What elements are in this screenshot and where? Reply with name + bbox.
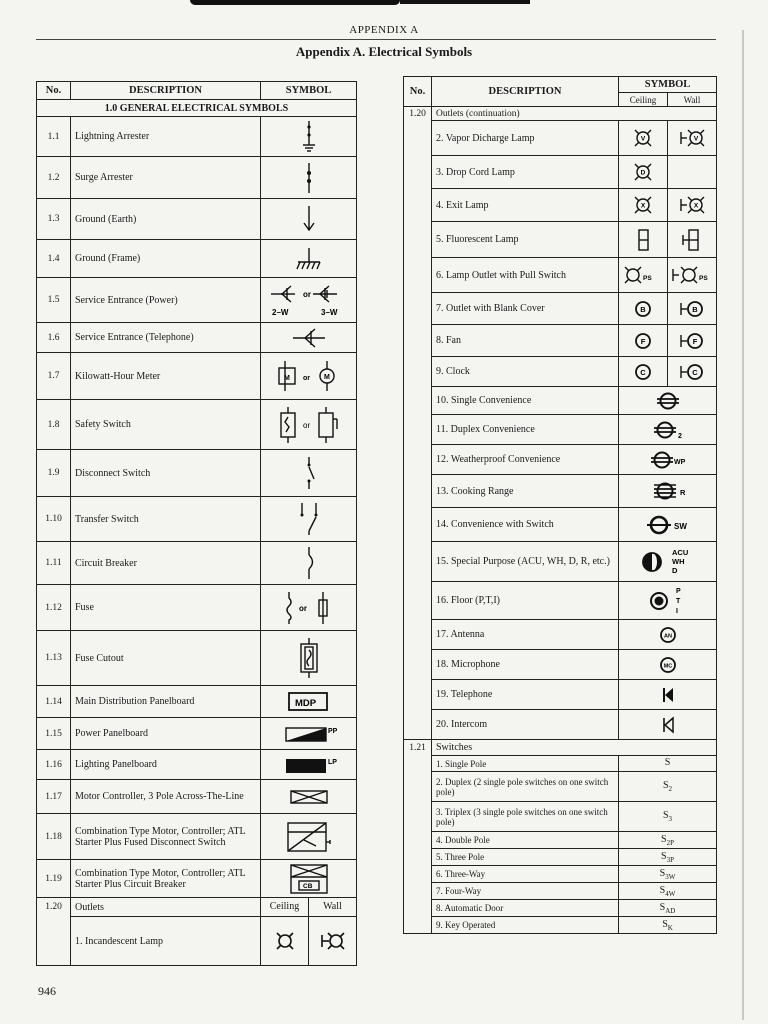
special-purpose-icon (619, 542, 717, 582)
table-row (404, 772, 717, 802)
right-table-body (404, 121, 717, 934)
lamp-pull-switch-ceiling-icon (619, 258, 668, 293)
svg-text:F: F (640, 336, 646, 346)
row-no-empty (404, 620, 432, 650)
switch-subscript: K (667, 923, 673, 932)
incandescent-wall-icon (309, 917, 356, 965)
row-no: 1.10 (37, 497, 71, 542)
row-no-empty (404, 189, 432, 222)
svg-text:D: D (671, 565, 677, 575)
row-no-empty (404, 582, 432, 620)
symbols-table-left (36, 81, 357, 966)
row-description: 5. Fluorescent Lamp (432, 222, 619, 258)
svg-text:AN: AN (663, 633, 672, 639)
svg-text:C: C (692, 367, 698, 377)
running-header: APPENDIX A (349, 24, 419, 36)
row-description: 15. Special Purpose (ACU, WH, D, R, etc.) (432, 542, 619, 582)
switch-letter: S (664, 757, 671, 768)
left-table-body (37, 117, 357, 898)
safety-switch-icon (261, 400, 357, 450)
row-description: Surge Arrester (71, 157, 261, 199)
switch-symbol (619, 756, 717, 772)
svg-text:B: B (692, 304, 698, 314)
row-no: 1.3 (37, 199, 71, 240)
row-description: Fuse (71, 585, 261, 631)
col-symbol-header: SYMBOL (261, 82, 357, 100)
symbols-table-right (403, 76, 717, 934)
table-row (404, 542, 717, 582)
row-description: 6. Lamp Outlet with Pull Switch (432, 258, 619, 293)
row-no: 1.20 (37, 898, 71, 917)
row-no: 1.5 (37, 278, 71, 323)
row-no: 1.12 (37, 585, 71, 631)
table-row (404, 680, 717, 710)
switch-subscript: 4W (665, 889, 676, 898)
cooking-range-icon (619, 475, 717, 508)
switch-letter: S (659, 884, 666, 896)
col-description-header: DESCRIPTION (432, 77, 619, 107)
row-description: 4. Double Pole (432, 832, 619, 849)
table-row (404, 883, 717, 900)
svg-text:SW: SW (673, 521, 687, 531)
vapor-discharge-lamp-wall-icon (668, 121, 717, 156)
lamp-symbols (261, 917, 357, 966)
svg-text:PP: PP (327, 727, 337, 735)
switch-subscript: 2P (666, 838, 674, 847)
row-description: Outlets (71, 898, 261, 917)
row-description: Lighting Panelboard (71, 750, 261, 780)
table-row (37, 718, 357, 750)
wall-label: Wall (323, 901, 342, 912)
table-row (404, 222, 717, 258)
row-description: Ground (Earth) (71, 199, 261, 240)
svg-text:or: or (298, 603, 307, 613)
row-description: Switches (432, 740, 717, 756)
row-no-empty (404, 680, 432, 710)
fluorescent-lamp-wall-icon (668, 222, 717, 258)
row-description: Ground (Frame) (71, 240, 261, 278)
table-row (37, 353, 357, 400)
blank-cover-outlet-ceiling-icon (619, 293, 668, 325)
svg-text:CB: CB (302, 882, 312, 890)
row-description: Motor Controller, 3 Pole Across-The-Line (71, 780, 261, 814)
wall-label: Wall (668, 93, 717, 107)
table-row (37, 750, 357, 780)
row-no-empty (404, 900, 432, 917)
switch-symbol (619, 866, 717, 883)
switch-symbol (619, 802, 717, 832)
table-row (404, 756, 717, 772)
fluorescent-lamp-ceiling-icon (619, 222, 668, 258)
section-heading: 1.0 GENERAL ELECTRICAL SYMBOLS (37, 100, 357, 117)
row-no-empty (404, 475, 432, 508)
switch-letter: S (659, 901, 666, 913)
transfer-switch-icon (261, 497, 357, 542)
row-no: 1.2 (37, 157, 71, 199)
single-convenience-icon (619, 387, 717, 415)
row-no: 1.11 (37, 542, 71, 585)
row-description: 19. Telephone (432, 680, 619, 710)
telephone-icon (619, 680, 717, 710)
row-no-empty (404, 542, 432, 582)
switch-symbol (619, 849, 717, 866)
page-edge (742, 30, 744, 1020)
drop-cord-lamp-ceiling-icon (619, 156, 668, 189)
ground-earth-icon (261, 199, 357, 240)
row-description: 5. Three Pole (432, 849, 619, 866)
table-row (404, 866, 717, 883)
svg-text:C: C (640, 367, 646, 377)
row-description: 9. Key Operated (432, 917, 619, 934)
row-description: Circuit Breaker (71, 542, 261, 585)
row-no: 1.4 (37, 240, 71, 278)
table-row (404, 900, 717, 917)
switch-subscript: 3P (666, 855, 674, 864)
lightning-arrester-icon (261, 117, 357, 157)
row-no: 1.15 (37, 718, 71, 750)
svg-text:R: R (679, 488, 685, 497)
combination-motor-fused-icon (261, 814, 357, 860)
row-no: 1.14 (37, 686, 71, 718)
switch-symbol (619, 772, 717, 802)
table-row (37, 860, 357, 898)
fan-outlet-ceiling-icon (619, 325, 668, 357)
table-row (404, 258, 717, 293)
row-no: 1.18 (37, 814, 71, 860)
switch-letter: S (661, 850, 667, 862)
page-number: 946 (38, 984, 56, 998)
row-no-empty (404, 508, 432, 542)
table-row (37, 542, 357, 585)
table-row (37, 450, 357, 497)
power-panelboard-icon (261, 718, 357, 750)
switch-letter: S (662, 918, 668, 930)
microphone-icon (619, 650, 717, 680)
row-description: 9. Clock (432, 357, 619, 387)
row-description: Outlets (continuation) (432, 107, 717, 121)
table-row (404, 650, 717, 680)
table-row (404, 357, 717, 387)
row-description: Kilowatt-Hour Meter (71, 353, 261, 400)
table-row (37, 240, 357, 278)
top-edge-shadow-2 (400, 0, 530, 4)
svg-text:WH: WH (671, 556, 684, 566)
table-row (404, 832, 717, 849)
row-no-empty (404, 883, 432, 900)
service-entrance-power-icon (261, 278, 357, 323)
ground-frame-icon (261, 240, 357, 278)
row-no-empty (404, 222, 432, 258)
row-no-empty (404, 866, 432, 883)
row-no-empty (404, 802, 432, 832)
fan-outlet-wall-icon (668, 325, 717, 357)
row-description: 16. Floor (P,T,I) (432, 582, 619, 620)
svg-text:F: F (692, 336, 698, 346)
row-no-empty (404, 772, 432, 802)
blank-cover-outlet-wall-icon (668, 293, 717, 325)
clock-outlet-ceiling-icon (619, 357, 668, 387)
table-row (404, 849, 717, 866)
svg-text:V: V (693, 135, 699, 143)
svg-text:2–W: 2–W (271, 308, 288, 317)
row-description: Safety Switch (71, 400, 261, 450)
table-row (37, 497, 357, 542)
row-no: 1.13 (37, 631, 71, 686)
row-description: 11. Duplex Convenience (432, 415, 619, 445)
row-description: Transfer Switch (71, 497, 261, 542)
row-description: Fuse Cutout (71, 631, 261, 686)
switch-symbol (619, 883, 717, 900)
row-description: 6. Three-Way (432, 866, 619, 883)
row-no-empty (404, 756, 432, 772)
table-row (37, 585, 357, 631)
table-row (37, 631, 357, 686)
vapor-discharge-lamp-ceiling-icon (619, 121, 668, 156)
table-row (37, 780, 357, 814)
header-rule (36, 39, 716, 40)
svg-text:or: or (302, 290, 311, 299)
row-description: 1. Single Pole (432, 756, 619, 772)
svg-text:V: V (640, 135, 646, 143)
exit-lamp-wall-icon (668, 189, 717, 222)
switch-subscript: 2 (668, 785, 673, 793)
svg-text:MC: MC (663, 663, 672, 669)
col-description-header: DESCRIPTION (71, 82, 261, 100)
disconnect-switch-icon (261, 450, 357, 497)
row-no-empty (404, 917, 432, 934)
row-no-empty (404, 415, 432, 445)
row-description: 4. Exit Lamp (432, 189, 619, 222)
table-row (37, 323, 357, 353)
svg-text:M: M (323, 374, 330, 381)
row-no: 1.20 (404, 107, 432, 121)
row-description: 13. Cooking Range (432, 475, 619, 508)
svg-text:or: or (302, 420, 310, 430)
top-edge-shadow (190, 0, 400, 5)
row-no-empty (404, 121, 432, 156)
page-title: Appendix A. Electrical Symbols (295, 44, 473, 59)
row-description: 2. Duplex (2 single pole switches on one switch pole) (432, 772, 619, 802)
incandescent-ceiling-icon (261, 917, 309, 965)
svg-text:PS: PS (643, 275, 652, 282)
clock-outlet-wall-icon (668, 357, 717, 387)
svg-text:T: T (675, 597, 680, 605)
row-no-empty (404, 445, 432, 475)
svg-text:3–W: 3–W (320, 308, 337, 317)
switch-subscript: 3 (668, 815, 673, 823)
table-row (404, 740, 717, 756)
table-row (404, 387, 717, 415)
svg-text:M: M (283, 375, 290, 382)
circuit-breaker-icon (261, 542, 357, 585)
table-row (404, 156, 717, 189)
switch-subscript: AD (665, 906, 676, 915)
table-row (404, 710, 717, 740)
table-row (404, 293, 717, 325)
row-no-empty (404, 325, 432, 357)
svg-text:X: X (640, 202, 646, 210)
row-description: 8. Automatic Door (432, 900, 619, 917)
row-no-empty (404, 387, 432, 415)
switch-letter: S (659, 867, 666, 879)
row-description: 3. Triplex (3 single pole switches on one switch pole) (432, 802, 619, 832)
row-description: 17. Antenna (432, 620, 619, 650)
row-description: Combination Type Motor, Controller; ATL Starter Plus Circuit Breaker (71, 860, 261, 898)
switch-letter: S (662, 780, 669, 791)
row-no-empty (404, 849, 432, 866)
svg-text:I: I (675, 607, 678, 615)
row-no-empty (404, 258, 432, 293)
col-no-header: No. (37, 82, 71, 100)
row-no: 1.9 (37, 450, 71, 497)
svg-text:LP: LP (327, 758, 337, 766)
switch-symbol (619, 917, 717, 934)
table-row (37, 686, 357, 718)
fuse-cutout-icon (261, 631, 357, 686)
col-no-header: No. (404, 77, 432, 107)
row-no: 1.17 (37, 780, 71, 814)
col-symbol-header: SYMBOL (619, 77, 717, 93)
lamp-pull-switch-wall-icon (668, 258, 717, 293)
switch-letter: S (662, 810, 669, 821)
svg-text:P: P (675, 587, 681, 595)
table-row (37, 278, 357, 323)
row-description: 14. Convenience with Switch (432, 508, 619, 542)
ceiling-label: Ceiling (619, 93, 668, 107)
fuse-icon (261, 585, 357, 631)
floor-outlet-icon (619, 582, 717, 620)
table-row (404, 189, 717, 222)
svg-text:B: B (640, 304, 646, 314)
svg-text:WP: WP (673, 458, 685, 466)
drop-cord-lamp-wall-icon (668, 156, 717, 189)
table-row (404, 415, 717, 445)
row-description: 12. Weatherproof Convenience (432, 445, 619, 475)
exit-lamp-ceiling-icon (619, 189, 668, 222)
row-description: Service Entrance (Power) (71, 278, 261, 323)
svg-text:2: 2 (677, 432, 682, 440)
switch-subscript: 3W (665, 872, 676, 881)
row-description: Combination Type Motor, Controller; ATL Starter Plus Fused Disconnect Switch (71, 814, 261, 860)
row-description: 8. Fan (432, 325, 619, 357)
row-description: 1. Incandescent Lamp (71, 917, 261, 966)
lighting-panelboard-icon (261, 750, 357, 780)
intercom-icon (619, 710, 717, 740)
row-no: 1.6 (37, 323, 71, 353)
svg-text:X: X (693, 202, 699, 210)
table-row (37, 157, 357, 199)
kilowatt-hour-meter-icon (261, 353, 357, 400)
surge-arrester-icon (261, 157, 357, 199)
table-row (404, 582, 717, 620)
row-description: 7. Four-Way (432, 883, 619, 900)
row-description: 2. Vapor Dicharge Lamp (432, 121, 619, 156)
row-description: Main Distribution Panelboard (71, 686, 261, 718)
row-no-empty (37, 917, 71, 966)
row-no: 1.21 (404, 740, 432, 756)
duplex-convenience-icon (619, 415, 717, 445)
switch-letter: S (661, 833, 667, 845)
table-row (37, 400, 357, 450)
row-description: Service Entrance (Telephone) (71, 323, 261, 353)
convenience-switch-icon (619, 508, 717, 542)
row-no-empty (404, 710, 432, 740)
weatherproof-convenience-icon (619, 445, 717, 475)
svg-text:ACU: ACU (671, 547, 688, 557)
row-description: Power Panelboard (71, 718, 261, 750)
table-row (404, 475, 717, 508)
table-row (404, 917, 717, 934)
ceiling-label: Ceiling (261, 898, 309, 916)
row-no: 1.1 (37, 117, 71, 157)
row-no-empty (404, 293, 432, 325)
svg-text:or: or (302, 375, 310, 382)
combination-motor-breaker-icon (261, 860, 357, 898)
row-description: 10. Single Convenience (432, 387, 619, 415)
svg-text:D: D (640, 169, 646, 177)
row-no-empty (404, 650, 432, 680)
row-no: 1.8 (37, 400, 71, 450)
row-description: Disconnect Switch (71, 450, 261, 497)
table-row (404, 445, 717, 475)
table-row (404, 508, 717, 542)
table-row (404, 325, 717, 357)
row-description: 20. Intercom (432, 710, 619, 740)
row-description: 18. Microphone (432, 650, 619, 680)
table-row (37, 117, 357, 157)
table-row (37, 199, 357, 240)
row-no-empty (404, 156, 432, 189)
row-description: 7. Outlet with Blank Cover (432, 293, 619, 325)
antenna-icon (619, 620, 717, 650)
row-no-empty (404, 832, 432, 849)
row-no: 1.7 (37, 353, 71, 400)
main-distribution-panelboard-icon (261, 686, 357, 718)
row-description: 3. Drop Cord Lamp (432, 156, 619, 189)
svg-text:MDP: MDP (294, 697, 316, 709)
row-no-empty (404, 357, 432, 387)
row-description: Lightning Arrester (71, 117, 261, 157)
table-row (37, 814, 357, 860)
row-no: 1.19 (37, 860, 71, 898)
svg-text:PS: PS (699, 275, 708, 282)
motor-controller-icon (261, 780, 357, 814)
switch-symbol (619, 832, 717, 849)
service-entrance-telephone-icon (261, 323, 357, 353)
table-row (404, 802, 717, 832)
table-row (404, 620, 717, 650)
switch-symbol (619, 900, 717, 917)
row-no: 1.16 (37, 750, 71, 780)
table-row (404, 121, 717, 156)
outlets-subheader (261, 898, 357, 917)
